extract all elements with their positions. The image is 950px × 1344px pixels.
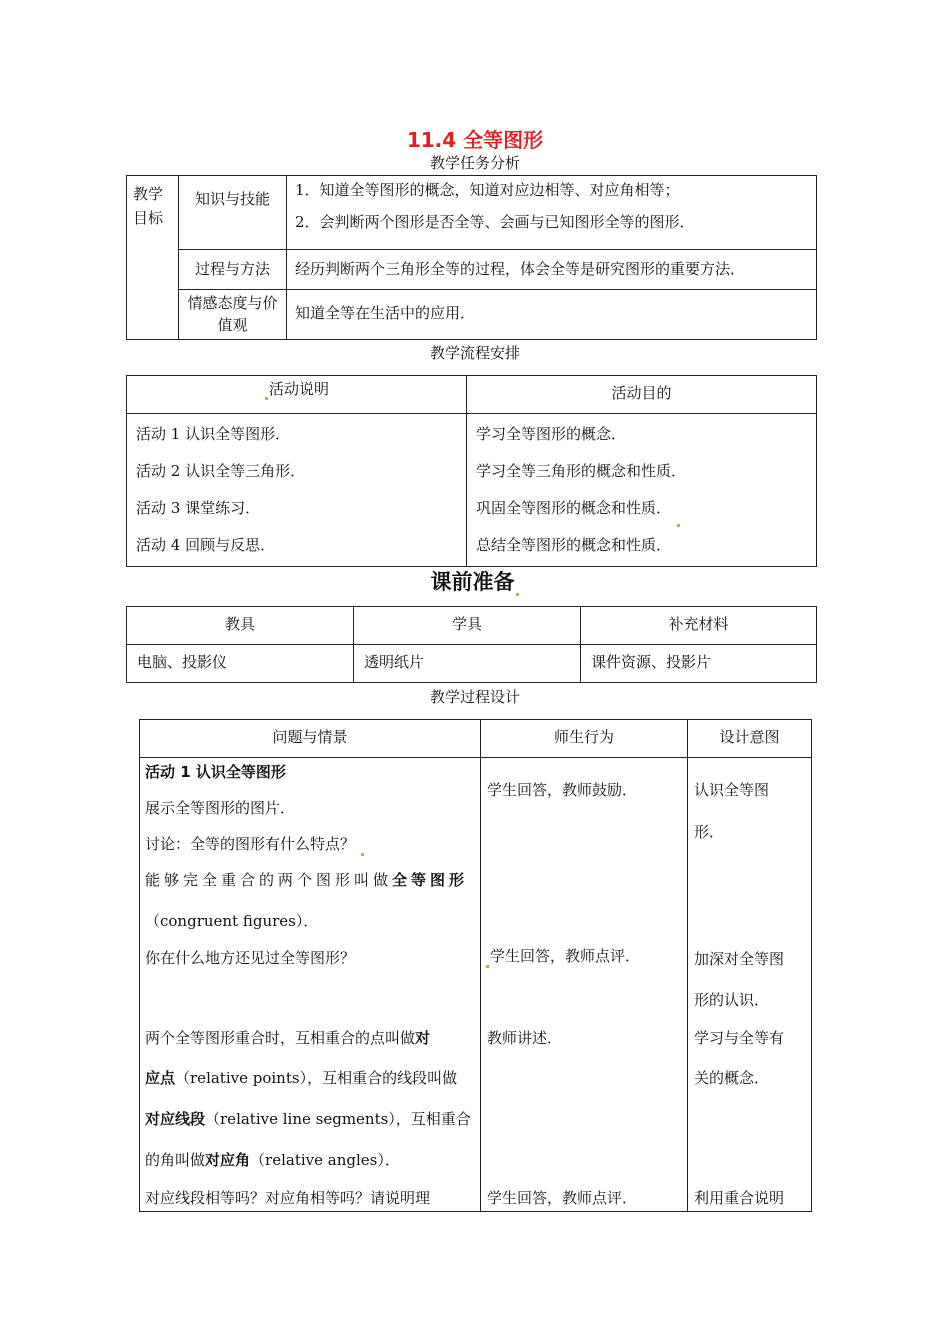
process-caption: 教学过程设计 (429, 688, 520, 706)
process-intent-cell (688, 758, 812, 1212)
row-content-knowledge (287, 176, 817, 250)
flow-header-desc-label: 活动说明 (268, 380, 329, 398)
goal-label-cell (127, 176, 179, 340)
prep-value-extra-text: 课件资源、投影片 (591, 653, 712, 671)
behavior-2: 学生回答，教师点评． (490, 947, 641, 965)
prep-value-student (354, 645, 581, 683)
intent-b2: 形的认识． (694, 991, 770, 1009)
intent-a2: 形． (694, 823, 725, 841)
scenario-line-8 (145, 1107, 471, 1131)
scenario-line-7 (145, 1066, 457, 1090)
label-knowledge: 知识与技能 (194, 190, 270, 208)
intent-d1: 利用重合说明 (694, 1189, 785, 1207)
process-header-intent-label: 设计意图 (719, 728, 780, 746)
intent-a1: 认识全等图 (694, 781, 770, 799)
flow-goal-4: 总结全等图形的概念和性质． (476, 536, 672, 554)
prep-header-student (354, 607, 581, 645)
activity-1-title: 活动 1 认识全等图形 (145, 763, 286, 781)
goal-label: 教学目标 (133, 185, 164, 227)
behavior-1: 学生回答，教师鼓励． (487, 781, 638, 799)
page-title: 11.4 全等图形 (406, 128, 544, 152)
intent-c2: 关的概念． (694, 1069, 770, 1087)
flow-goal-1: 学习全等图形的概念． (476, 425, 627, 443)
intent-c1: 学习与全等有 (694, 1029, 785, 1047)
scenario-line-5: 你在什么地方还见过全等图形？ (145, 949, 356, 967)
process-scenario-cell (140, 758, 481, 1212)
row-label-knowledge (179, 176, 287, 250)
term-relative-segments: 对应线段 (145, 1110, 206, 1128)
process-header-intent (688, 720, 812, 758)
intent-b1: 加深对全等图 (694, 950, 785, 968)
term-relative-points-end: 应点 (145, 1069, 176, 1087)
prep-value-tools-text: 电脑、投影仪 (137, 653, 228, 671)
scenario-line-9c: （relative angles）． (250, 1151, 400, 1169)
row-label-emotion (179, 290, 287, 340)
prep-table (126, 606, 817, 683)
knowledge-line-2: 2．会判断两个图形是否全等、会画与已知图形全等的图形． (295, 213, 695, 231)
process-header-behavior (481, 720, 688, 758)
term-congruent: 全等图形 (392, 871, 469, 889)
flow-activities-cell (127, 414, 467, 567)
prep-header-extra (581, 607, 817, 645)
flow-table (126, 375, 817, 567)
term-relative-points-start: 对 (415, 1029, 431, 1047)
scenario-line-3a: 能够完全重合的两个图形叫做 (145, 871, 393, 889)
flow-goals-cell (467, 414, 817, 567)
prep-value-extra (581, 645, 817, 683)
behavior-4: 学生回答，教师点评． (487, 1189, 638, 1207)
task-analysis-caption: 教学任务分析 (429, 154, 520, 172)
flow-goal-2: 学习全等三角形的概念和性质． (476, 462, 687, 480)
scenario-line-9 (145, 1148, 400, 1172)
flow-activity-3: 活动 3 课堂练习． (136, 499, 261, 517)
scenario-line-6a: 两个全等图形重合时，互相重合的点叫做 (145, 1029, 416, 1047)
row-content-emotion (287, 290, 817, 340)
process-behavior-cell (481, 758, 688, 1212)
behavior-3: 教师讲述． (487, 1029, 563, 1047)
flow-activity-1: 活动 1 认识全等图形． (136, 425, 291, 443)
prep-heading (0, 566, 950, 596)
knowledge-line-1: 1．知道全等图形的概念，知道对应边相等、对应角相等； (295, 181, 680, 199)
prep-value-tools (127, 645, 354, 683)
task-analysis-table (126, 175, 817, 340)
process-header-scenario-label: 问题与情景 (272, 728, 348, 746)
flow-activity-4: 活动 4 回顾与反思． (136, 536, 276, 554)
scenario-line-8b: （relative line segments），互相重合 (205, 1110, 471, 1128)
row-label-process (179, 250, 287, 290)
scenario-line-4: （congruent figures）． (145, 912, 319, 930)
label-emotion: 情感态度与价值观 (187, 294, 278, 334)
emotion-line: 知道全等在生活中的应用． (295, 304, 476, 322)
scenario-line-2: 讨论：全等的图形有什么特点？ (145, 835, 356, 853)
process-header-behavior-label: 师生行为 (553, 728, 614, 746)
prep-header-extra-label: 补充材料 (668, 615, 729, 633)
flow-caption: 教学流程安排 (429, 344, 520, 362)
flow-header-desc (127, 376, 467, 414)
process-line: 经历判断两个三角形全等的过程，体会全等是研究图形的重要方法． (295, 260, 746, 278)
scenario-line-6 (145, 1026, 430, 1050)
label-process: 过程与方法 (194, 260, 270, 278)
process-table (139, 719, 812, 1212)
process-header-scenario (140, 720, 481, 758)
flow-activity-2: 活动 2 认识全等三角形． (136, 462, 306, 480)
prep-heading-text: 课前准备 (430, 570, 515, 594)
prep-value-student-text: 透明纸片 (364, 653, 425, 671)
prep-header-tools (127, 607, 354, 645)
flow-header-goal (467, 376, 817, 414)
scenario-line-10: 对应线段相等吗？对应角相等吗？请说明理 (145, 1189, 431, 1207)
flow-goal-3: 巩固全等图形的概念和性质． (476, 499, 672, 517)
term-relative-angles: 对应角 (205, 1151, 251, 1169)
scenario-line-9a: 的角叫做 (145, 1151, 206, 1169)
scenario-line-1: 展示全等图形的图片． (145, 799, 296, 817)
scenario-line-7b: （relative points），互相重合的线段叫做 (175, 1069, 458, 1087)
scenario-line-3 (145, 868, 474, 892)
flow-header-goal-label: 活动目的 (611, 384, 672, 402)
prep-header-tools-label: 教具 (224, 615, 255, 633)
prep-header-student-label: 学具 (451, 615, 482, 633)
row-content-process (287, 250, 817, 290)
